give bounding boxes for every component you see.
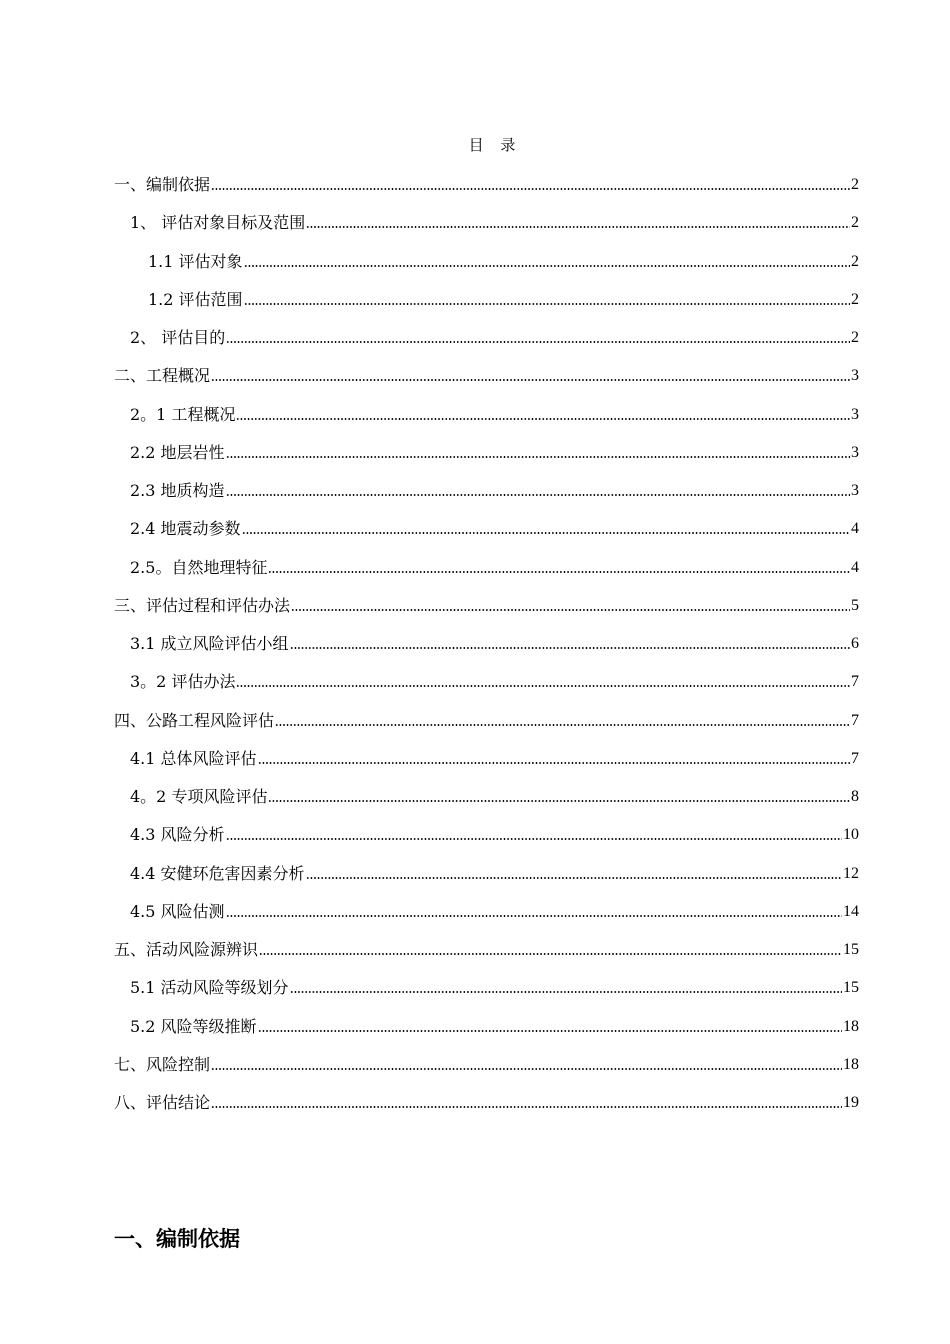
toc-entry[interactable] xyxy=(130,823,859,847)
toc-entry[interactable] xyxy=(130,785,859,809)
toc-entry-label: 五、活动风险源辨识 xyxy=(114,940,259,959)
toc-entry[interactable] xyxy=(114,1053,859,1077)
toc-dot-leader xyxy=(258,1029,842,1033)
toc-entry-label: 4.1 总体风险评估 xyxy=(130,748,257,768)
toc-entry-label: 七、风险控制 xyxy=(114,1054,211,1074)
toc-entry-label: 一、编制依据 xyxy=(114,175,211,194)
toc-entry[interactable] xyxy=(114,594,859,618)
toc-entry[interactable] xyxy=(130,1015,859,1039)
toc-entry-page-number: 7 xyxy=(851,749,859,767)
toc-dot-leader xyxy=(226,340,850,344)
section-heading: 一、编制依据 xyxy=(114,1227,240,1251)
toc-entry-label: 4.4 安健环危害因素分析 xyxy=(130,863,305,883)
toc-entry-page-number: 3 xyxy=(851,443,859,461)
toc-entry-page-number: 2 xyxy=(851,176,859,193)
toc-dot-leader xyxy=(226,493,850,497)
toc-dot-leader xyxy=(211,1067,842,1071)
toc-entry-page-number: 15 xyxy=(843,941,859,958)
toc-entry-label: 4。2 专项风险评估 xyxy=(130,787,268,806)
toc-dot-leader xyxy=(236,417,850,421)
toc-dot-leader xyxy=(306,225,850,229)
toc-entry[interactable] xyxy=(130,670,859,694)
toc-entry-page-number: 19 xyxy=(843,1094,859,1111)
toc-entry-page-number: 7 xyxy=(851,711,859,729)
toc-entry-label: 四、公路工程风险评估 xyxy=(114,710,275,730)
toc-dot-leader xyxy=(211,378,850,382)
toc-entry-label: 三、评估过程和评估办法 xyxy=(114,595,291,615)
toc-dot-leader xyxy=(268,799,850,803)
toc-entry[interactable] xyxy=(114,173,859,197)
toc-entry[interactable] xyxy=(130,403,859,427)
toc-dot-leader xyxy=(244,302,850,306)
toc-entry[interactable] xyxy=(148,250,859,274)
toc-entry-label: 3.1 成立风险评估小组 xyxy=(130,634,289,653)
toc-dot-leader xyxy=(244,264,850,268)
toc-dot-leader xyxy=(290,990,842,994)
toc-entry[interactable] xyxy=(130,211,859,235)
toc-entry-label: 3。2 评估办法 xyxy=(130,672,236,692)
toc-entry[interactable] xyxy=(130,517,859,541)
toc-dot-leader xyxy=(275,723,850,727)
toc-entry[interactable] xyxy=(130,632,859,656)
toc-entry[interactable] xyxy=(130,747,859,771)
toc-entry[interactable] xyxy=(130,900,859,924)
toc-entry-label: 1、 评估对象目标及范围 xyxy=(130,213,306,233)
toc-entry-page-number: 7 xyxy=(851,673,859,691)
toc-entry-page-number: 4 xyxy=(851,558,859,576)
toc-entry[interactable] xyxy=(130,441,859,465)
toc-entry[interactable] xyxy=(114,1091,859,1115)
toc-entry-page-number: 5 xyxy=(851,596,859,614)
toc-entry-label: 2、 评估目的 xyxy=(130,328,226,347)
toc-entry-label: 5.1 活动风险等级划分 xyxy=(130,978,289,998)
toc-entry-label: 5.2 风险等级推断 xyxy=(130,1016,257,1036)
toc-entry-label: 1.1 评估对象 xyxy=(148,251,243,271)
toc-entry-label: 2。1 工程概况 xyxy=(130,404,236,424)
toc-entry[interactable] xyxy=(114,364,859,388)
toc-entry-label: 2.2 地层岩性 xyxy=(130,442,225,462)
toc-entry-page-number: 3 xyxy=(851,482,859,499)
toc-dot-leader xyxy=(226,837,842,841)
toc-entry[interactable] xyxy=(114,938,859,962)
toc-entry[interactable] xyxy=(114,709,859,733)
toc-entry-page-number: 15 xyxy=(843,979,859,997)
toc-entry-label: 4.5 风险估测 xyxy=(130,901,225,921)
toc-title: 目 录 xyxy=(468,136,522,154)
toc-entry-page-number: 4 xyxy=(851,520,859,538)
toc-dot-leader xyxy=(290,646,850,650)
toc-entry[interactable] xyxy=(130,479,859,503)
toc-dot-leader xyxy=(211,1105,842,1109)
toc-entry[interactable] xyxy=(148,288,859,312)
toc-entry-page-number: 14 xyxy=(843,902,859,920)
toc-dot-leader xyxy=(291,608,850,612)
toc-dot-leader xyxy=(211,187,850,191)
toc-entry-label: 八、评估结论 xyxy=(114,1093,211,1112)
toc-entry-label: 2.5。自然地理特征 xyxy=(130,557,268,577)
toc-entry[interactable] xyxy=(130,976,859,1000)
toc-entry[interactable] xyxy=(130,326,859,350)
toc-entry-page-number: 10 xyxy=(843,826,859,844)
toc-entry-label: 2.3 地质构造 xyxy=(130,481,225,500)
toc-entry-page-number: 12 xyxy=(843,864,859,882)
toc-entry-page-number: 8 xyxy=(851,788,859,805)
toc-entry-label: 1.2 评估范围 xyxy=(148,289,243,309)
toc-entry-page-number: 2 xyxy=(851,329,859,346)
toc-dot-leader xyxy=(226,455,850,459)
toc-entry-label: 4.3 风险分析 xyxy=(130,825,225,845)
toc-entry-page-number: 6 xyxy=(851,635,859,652)
toc-entry-page-number: 18 xyxy=(843,1017,859,1035)
toc-dot-leader xyxy=(242,531,850,535)
toc-entry-label: 2.4 地震动参数 xyxy=(130,519,241,539)
toc-entry-label: 二、工程概况 xyxy=(114,366,211,386)
toc-entry-page-number: 2 xyxy=(851,252,859,270)
toc-dot-leader xyxy=(258,761,850,765)
toc-entry-page-number: 2 xyxy=(851,214,859,232)
toc-dot-leader xyxy=(306,876,842,880)
toc-entry[interactable] xyxy=(130,862,859,886)
toc-dot-leader xyxy=(259,952,842,956)
toc-dot-leader xyxy=(226,914,842,918)
toc-entry-page-number: 3 xyxy=(851,405,859,423)
toc-dot-leader xyxy=(268,570,850,574)
toc-entry[interactable] xyxy=(130,556,859,580)
toc-dot-leader xyxy=(236,684,850,688)
toc-entry-page-number: 2 xyxy=(851,290,859,308)
toc-entry-page-number: 18 xyxy=(843,1055,859,1073)
toc-entry-page-number: 3 xyxy=(851,367,859,385)
